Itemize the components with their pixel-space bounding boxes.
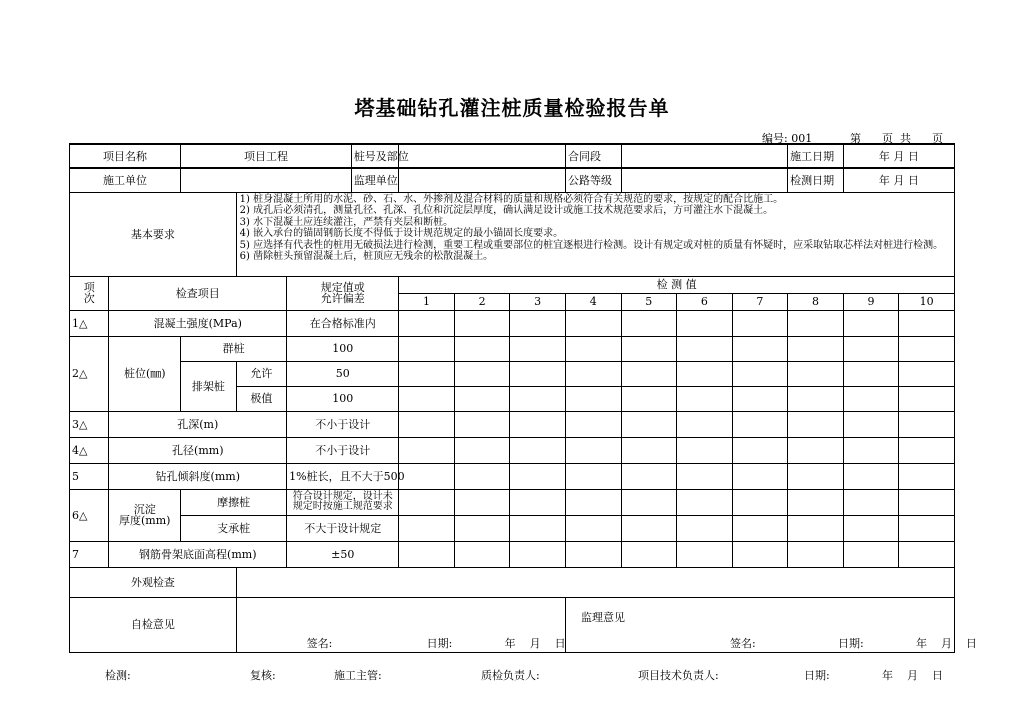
- measure-cell[interactable]: [843, 489, 899, 515]
- measure-cell[interactable]: [732, 310, 788, 336]
- footer-inspect: 检测:: [105, 669, 131, 682]
- measure-cell[interactable]: [399, 489, 455, 515]
- project-name-label: 项目名称: [70, 144, 181, 168]
- measure-cell[interactable]: [788, 411, 844, 437]
- row3-item: 孔深(m): [109, 411, 287, 437]
- measure-cell[interactable]: [454, 386, 510, 411]
- row-pile-label: 排架桩: [181, 361, 237, 411]
- measure-cell[interactable]: [899, 386, 955, 411]
- measure-cell[interactable]: [899, 515, 955, 541]
- measure-cell[interactable]: [843, 310, 899, 336]
- measure-cell[interactable]: [843, 515, 899, 541]
- measure-cell[interactable]: [732, 463, 788, 489]
- row6-item: 沉淀 厚度(mm): [109, 489, 181, 541]
- requirement-item: 6) 凿除桩头预留混凝土后，桩顶应无残余的松散混凝土。: [239, 251, 494, 262]
- measure-cell[interactable]: [454, 463, 510, 489]
- requirement-item: 3) 水下混凝土应连续灌注，严禁有夹层和断桩。: [239, 216, 454, 228]
- measure-cell[interactable]: [399, 336, 455, 361]
- construction-unit-label: 施工单位: [70, 168, 181, 192]
- measure-cell[interactable]: [621, 386, 677, 411]
- measure-cell[interactable]: [899, 361, 955, 386]
- row7-seq: 7: [70, 541, 109, 567]
- measure-cell[interactable]: [510, 489, 566, 515]
- measure-cell[interactable]: [732, 437, 788, 463]
- measure-cell[interactable]: [899, 310, 955, 336]
- measure-cell[interactable]: [677, 541, 733, 567]
- row2-item: 桩位(㎜): [109, 336, 181, 411]
- measure-cell[interactable]: [510, 336, 566, 361]
- measure-cell[interactable]: [788, 437, 844, 463]
- measure-cell[interactable]: [788, 336, 844, 361]
- row1-spec: 在合格标准内: [287, 310, 399, 336]
- footer-review: 复核:: [250, 669, 276, 682]
- self-sign-label: 签名:: [306, 636, 333, 650]
- measure-cell[interactable]: [677, 515, 733, 541]
- measure-cell[interactable]: [788, 489, 844, 515]
- row1-seq: 1△: [70, 310, 109, 336]
- row1-item: 混凝土强度(MPa): [109, 310, 287, 336]
- measure-cell[interactable]: [510, 361, 566, 386]
- measure-cell[interactable]: [677, 411, 733, 437]
- measure-cell[interactable]: [899, 411, 955, 437]
- measure-cell[interactable]: [565, 336, 621, 361]
- supervision-ymd: 年 月 日: [915, 636, 977, 650]
- measure-cell[interactable]: [621, 361, 677, 386]
- group-pile-spec: 100: [287, 336, 399, 361]
- appearance-label: 外观检查: [70, 567, 237, 597]
- construction-unit-value[interactable]: [181, 168, 352, 192]
- measure-cell[interactable]: [565, 515, 621, 541]
- measure-cell[interactable]: [843, 336, 899, 361]
- measure-cell[interactable]: [732, 515, 788, 541]
- col-header-9: 9: [843, 293, 899, 310]
- allow-spec: 50: [287, 361, 399, 386]
- row2-seq: 2△: [70, 336, 109, 411]
- row4-spec: 不小于设计: [287, 437, 399, 463]
- measure-cell[interactable]: [843, 541, 899, 567]
- measure-cell[interactable]: [399, 386, 455, 411]
- group-pile-label: 群桩: [181, 336, 287, 361]
- spec-header: 规定值或 允许偏差: [287, 276, 399, 310]
- bearing-pile-spec: 不大于设计规定: [287, 515, 399, 541]
- measure-cell[interactable]: [399, 541, 455, 567]
- row5-spec: 1%桩长，且不大于500: [287, 463, 399, 489]
- measure-cell[interactable]: [677, 336, 733, 361]
- serial-number: 编号: 001: [762, 132, 813, 145]
- measure-cell[interactable]: [732, 489, 788, 515]
- measure-cell[interactable]: [788, 310, 844, 336]
- self-ymd: 年 月 日: [504, 636, 566, 650]
- measure-cell[interactable]: [677, 437, 733, 463]
- footer-date: 日期:: [804, 669, 830, 682]
- road-grade-value[interactable]: [621, 168, 788, 192]
- measure-cell[interactable]: [565, 386, 621, 411]
- requirement-item: 5) 应选择有代表性的桩用无破损法进行检测，重要工程或重要部位的桩宜逐根进行检测。设计有规定或对桩的质量有怀疑时，应采取钻取芯样法对桩进行检测。: [239, 239, 944, 251]
- measure-cell[interactable]: [399, 437, 455, 463]
- requirements-label: 基本要求: [70, 192, 237, 276]
- measure-cell[interactable]: [621, 489, 677, 515]
- measure-cell[interactable]: [565, 489, 621, 515]
- contract-label: 合同段: [565, 144, 621, 168]
- measure-cell[interactable]: [510, 515, 566, 541]
- measure-cell[interactable]: [510, 463, 566, 489]
- row3-spec: 不小于设计: [287, 411, 399, 437]
- row3-seq: 3△: [70, 411, 109, 437]
- check-item-header: 检查项目: [109, 276, 287, 310]
- col-header-4: 4: [565, 293, 621, 310]
- measure-cell[interactable]: [565, 541, 621, 567]
- supervision-opinion-box[interactable]: [565, 597, 977, 652]
- measure-cell[interactable]: [510, 437, 566, 463]
- inspect-date-label: 检测日期: [788, 168, 844, 192]
- measure-cell[interactable]: [454, 437, 510, 463]
- col-header-5: 5: [621, 293, 677, 310]
- construct-date-value[interactable]: 年 月 日: [843, 144, 954, 168]
- footer-tech-manager: 项目技术负责人:: [638, 669, 719, 682]
- construct-date-label: 施工日期: [788, 144, 844, 168]
- measure-cell[interactable]: [399, 361, 455, 386]
- road-grade-label: 公路等级: [565, 168, 621, 192]
- requirement-item: 2) 成孔后必须清孔，测量孔径、孔深、孔位和沉淀层厚度，确认满足设计或施工技术规范要求后，方可灌注水下混凝土。: [239, 205, 774, 216]
- measure-cell[interactable]: [399, 515, 455, 541]
- row4-item: 孔径(mm): [109, 437, 287, 463]
- self-opinion-box[interactable]: [236, 597, 565, 652]
- measure-cell[interactable]: [621, 463, 677, 489]
- measure-cell[interactable]: [788, 515, 844, 541]
- allow-label: 允许: [236, 361, 287, 386]
- footer-quality-manager: 质检负责人:: [481, 669, 540, 682]
- row5-item: 钻孔倾斜度(mm): [109, 463, 287, 489]
- measure-cell[interactable]: [732, 541, 788, 567]
- measure-cell[interactable]: [565, 310, 621, 336]
- measure-cell[interactable]: [621, 541, 677, 567]
- measure-cell[interactable]: [510, 386, 566, 411]
- pile-label: 桩号及部位: [351, 144, 398, 168]
- friction-pile-label: 摩擦桩: [181, 489, 287, 515]
- row5-seq: 5: [70, 463, 109, 489]
- measure-cell[interactable]: [621, 437, 677, 463]
- measure-cell[interactable]: [454, 515, 510, 541]
- measure-cell[interactable]: [454, 310, 510, 336]
- measure-cell[interactable]: [732, 386, 788, 411]
- supervision-date-label: 日期:: [837, 636, 864, 650]
- measure-cell[interactable]: [788, 463, 844, 489]
- measure-cell[interactable]: [677, 386, 733, 411]
- measure-cell[interactable]: [843, 386, 899, 411]
- inspection-table: [69, 143, 977, 653]
- measure-cell[interactable]: [621, 411, 677, 437]
- measure-cell[interactable]: [843, 463, 899, 489]
- measure-cell[interactable]: [788, 541, 844, 567]
- measure-cell[interactable]: [732, 336, 788, 361]
- measure-cell[interactable]: [621, 336, 677, 361]
- col-header-10: 10: [899, 293, 955, 310]
- measure-cell[interactable]: [788, 361, 844, 386]
- measure-cell[interactable]: [843, 411, 899, 437]
- measure-cell[interactable]: [899, 463, 955, 489]
- report-title: 塔基础钻孔灌注桩质量检验报告单: [354, 96, 670, 120]
- supervision-sign-label: 签名:: [729, 636, 756, 650]
- limit-spec: 100: [287, 386, 399, 411]
- col-header-8: 8: [788, 293, 844, 310]
- measure-cell[interactable]: [454, 541, 510, 567]
- measure-cell[interactable]: [677, 310, 733, 336]
- requirement-item: 1) 桩身混凝土所用的水泥、砂、石、水、外掺剂及混合材料的质量和规格必须符合有关规范的要求，按规定的配合比施工。: [239, 193, 784, 205]
- supervision-opinion-label: 监理意见: [580, 610, 625, 624]
- measure-cell[interactable]: [399, 411, 455, 437]
- measure-cell[interactable]: [454, 489, 510, 515]
- measure-cell[interactable]: [399, 310, 455, 336]
- page-count: 第 页 共 页: [850, 132, 943, 145]
- measure-cell[interactable]: [399, 463, 455, 489]
- self-date-label: 日期:: [426, 636, 453, 650]
- friction-pile-spec: 符合设计规定，设计未规定时按施工规范要求: [287, 489, 399, 515]
- measure-cell[interactable]: [732, 411, 788, 437]
- measure-cell[interactable]: [899, 336, 955, 361]
- measure-cell[interactable]: [454, 411, 510, 437]
- row7-item: 钢筋骨架底面高程(mm): [109, 541, 287, 567]
- measure-cell[interactable]: [565, 411, 621, 437]
- measure-cell[interactable]: [843, 437, 899, 463]
- col-header-1: 1: [399, 293, 455, 310]
- col-header-6: 6: [677, 293, 733, 310]
- inspect-date-value[interactable]: 年 月 日: [843, 168, 954, 192]
- seq-header: 项 次: [70, 276, 109, 310]
- measure-cell[interactable]: [677, 463, 733, 489]
- measure-cell[interactable]: [510, 310, 566, 336]
- supervisor-label: 监理单位: [351, 168, 398, 192]
- measure-cell[interactable]: [454, 336, 510, 361]
- row7-spec: ±50: [287, 541, 399, 567]
- measure-cell[interactable]: [565, 361, 621, 386]
- measure-cell[interactable]: [677, 361, 733, 386]
- row4-seq: 4△: [70, 437, 109, 463]
- requirement-item: 4) 嵌入承台的锚固钢筋长度不得低于设计规范规定的最小锚固长度要求。: [239, 228, 564, 239]
- contract-value[interactable]: [621, 144, 788, 168]
- col-header-3: 3: [510, 293, 566, 310]
- appearance-value[interactable]: [236, 567, 954, 597]
- measure-cell[interactable]: [788, 386, 844, 411]
- measure-cell[interactable]: [565, 437, 621, 463]
- limit-label: 极值: [236, 386, 287, 411]
- measure-cell[interactable]: [899, 541, 955, 567]
- col-header-7: 7: [732, 293, 788, 310]
- requirements-text: [236, 192, 954, 276]
- supervisor-value[interactable]: [399, 168, 566, 192]
- col-header-2: 2: [454, 293, 510, 310]
- measure-cell[interactable]: [899, 489, 955, 515]
- project-name-value[interactable]: 项目工程: [181, 144, 352, 168]
- footer-ymd: 年 月 日: [882, 669, 943, 682]
- measure-cell[interactable]: [677, 489, 733, 515]
- pile-value[interactable]: [399, 144, 566, 168]
- measure-cell[interactable]: [899, 437, 955, 463]
- row6-seq: 6△: [70, 489, 109, 541]
- measure-cell[interactable]: [454, 361, 510, 386]
- measure-cell[interactable]: [732, 361, 788, 386]
- measure-cell[interactable]: [843, 361, 899, 386]
- bearing-pile-label: 支承桩: [181, 515, 287, 541]
- measure-cell[interactable]: [621, 515, 677, 541]
- measure-cell[interactable]: [565, 463, 621, 489]
- measure-cell[interactable]: [510, 411, 566, 437]
- measured-header: 检 测 值: [399, 276, 955, 293]
- measure-cell[interactable]: [621, 310, 677, 336]
- measure-cell[interactable]: [510, 541, 566, 567]
- footer-construct-manager: 施工主管:: [334, 669, 382, 682]
- self-opinion-label: 自检意见: [70, 597, 237, 652]
